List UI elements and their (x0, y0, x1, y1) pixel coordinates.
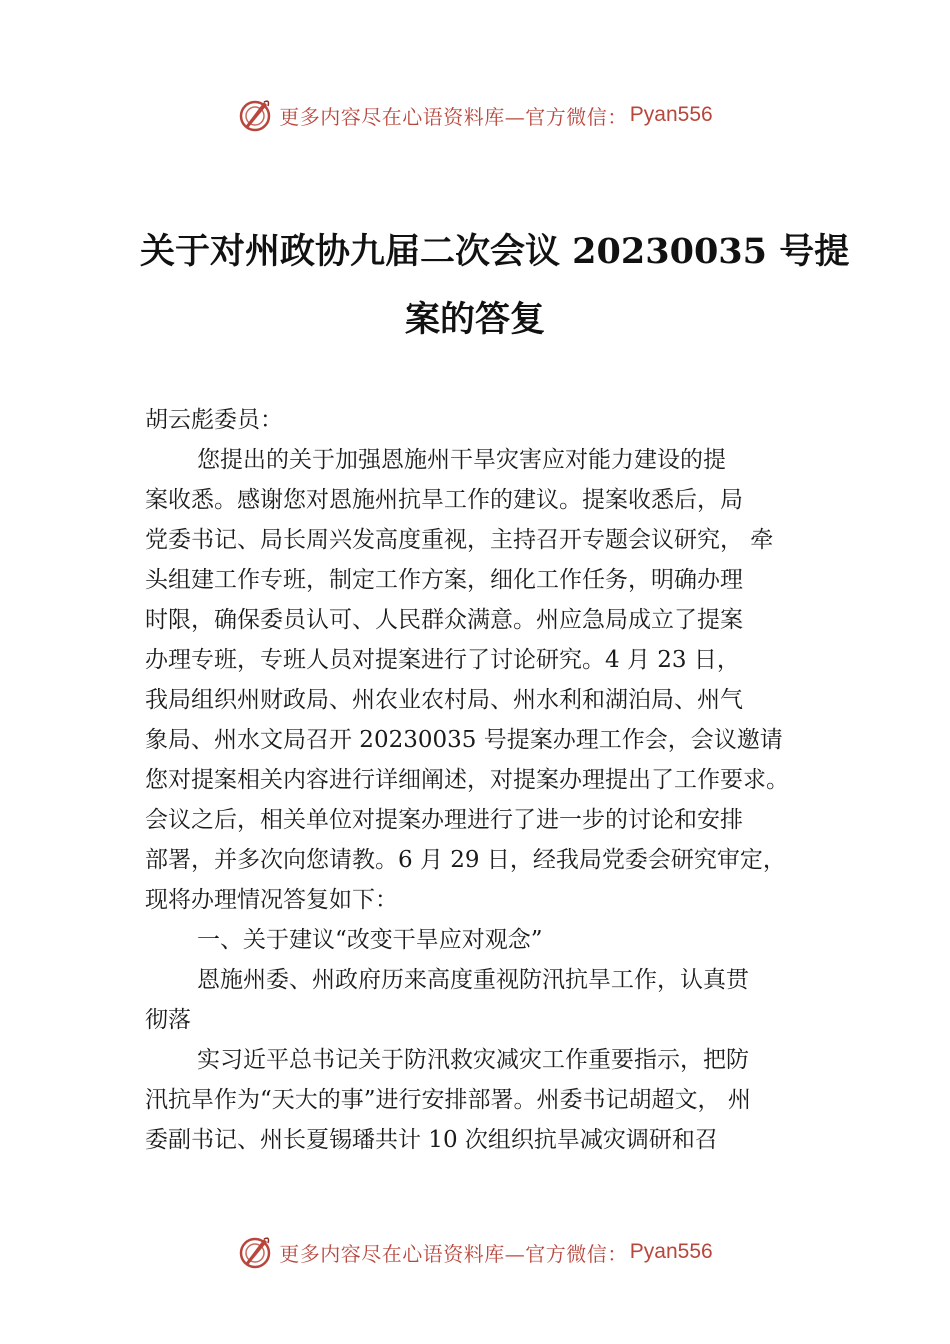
quill-pen-logo-icon (237, 1234, 273, 1270)
salutation: 胡云彪委员： (145, 407, 283, 433)
title-line-2: 案的答复 (404, 299, 545, 340)
document-body (145, 400, 835, 1160)
body-line: 恩施州委、州政府历来高度重视防汛抗旱工作，认真贯 (197, 967, 749, 993)
body-line: 现将办理情况答复如下： (145, 887, 398, 913)
body-line: 部署，并多次向您请教。6 月 29 日，经我局党委会研究审定， (145, 847, 786, 873)
body-line: 党委书记、局长周兴发高度重视，主持召开专题会议研究， 牵 (145, 527, 774, 553)
document-title (140, 218, 850, 354)
body-line: 会议之后，相关单位对提案办理进行了进一步的讨论和安排 (145, 807, 743, 833)
body-line: 实习近平总书记关于防汛救灾减灾工作重要指示，把防 (197, 1047, 749, 1073)
body-line: 汛抗旱作为“天大的事”进行安排部署。州委书记胡超文， 州 (145, 1087, 751, 1113)
body-line: 案收悉。感谢您对恩施州抗旱工作的建议。提案收悉后，局 (145, 487, 743, 513)
body-line: 头组建工作专班，制定工作方案，细化工作任务，明确办理 (145, 567, 743, 593)
body-line: 象局、州水文局召开 20230035 号提案办理工作会，会议邀请 (145, 727, 783, 753)
body-line: 委副书记、州长夏锡璠共计 10 次组织抗旱减灾调研和召 (145, 1127, 718, 1153)
wechat-id: Pyan556 (629, 1240, 713, 1263)
body-line: 您提出的关于加强恩施州干旱灾害应对能力建设的提 (197, 447, 726, 473)
body-line: 彻落 (145, 1007, 191, 1033)
title-line-1: 关于对州政协九届二次会议 20230035 号提 (140, 231, 850, 272)
section-heading: 一、关于建议“改变干旱应对观念” (197, 927, 543, 953)
footer-banner (0, 1232, 950, 1272)
body-line: 我局组织州财政局、州农业农村局、州水利和湖泊局、州气 (145, 687, 743, 713)
body-line: 您对提案相关内容进行详细阐述，对提案办理提出了工作要求。 (145, 767, 789, 793)
body-line: 办理专班，专班人员对提案进行了讨论研究。4 月 23 日， (145, 647, 740, 673)
wechat-id: Pyan556 (629, 103, 713, 126)
banner-text: 更多内容尽在心语资料库—官方微信： (279, 1241, 628, 1266)
quill-pen-logo-icon (237, 97, 273, 133)
header-banner (0, 95, 950, 135)
body-line: 时限，确保委员认可、人民群众满意。州应急局成立了提案 (145, 607, 743, 633)
banner-text: 更多内容尽在心语资料库—官方微信： (279, 104, 628, 129)
